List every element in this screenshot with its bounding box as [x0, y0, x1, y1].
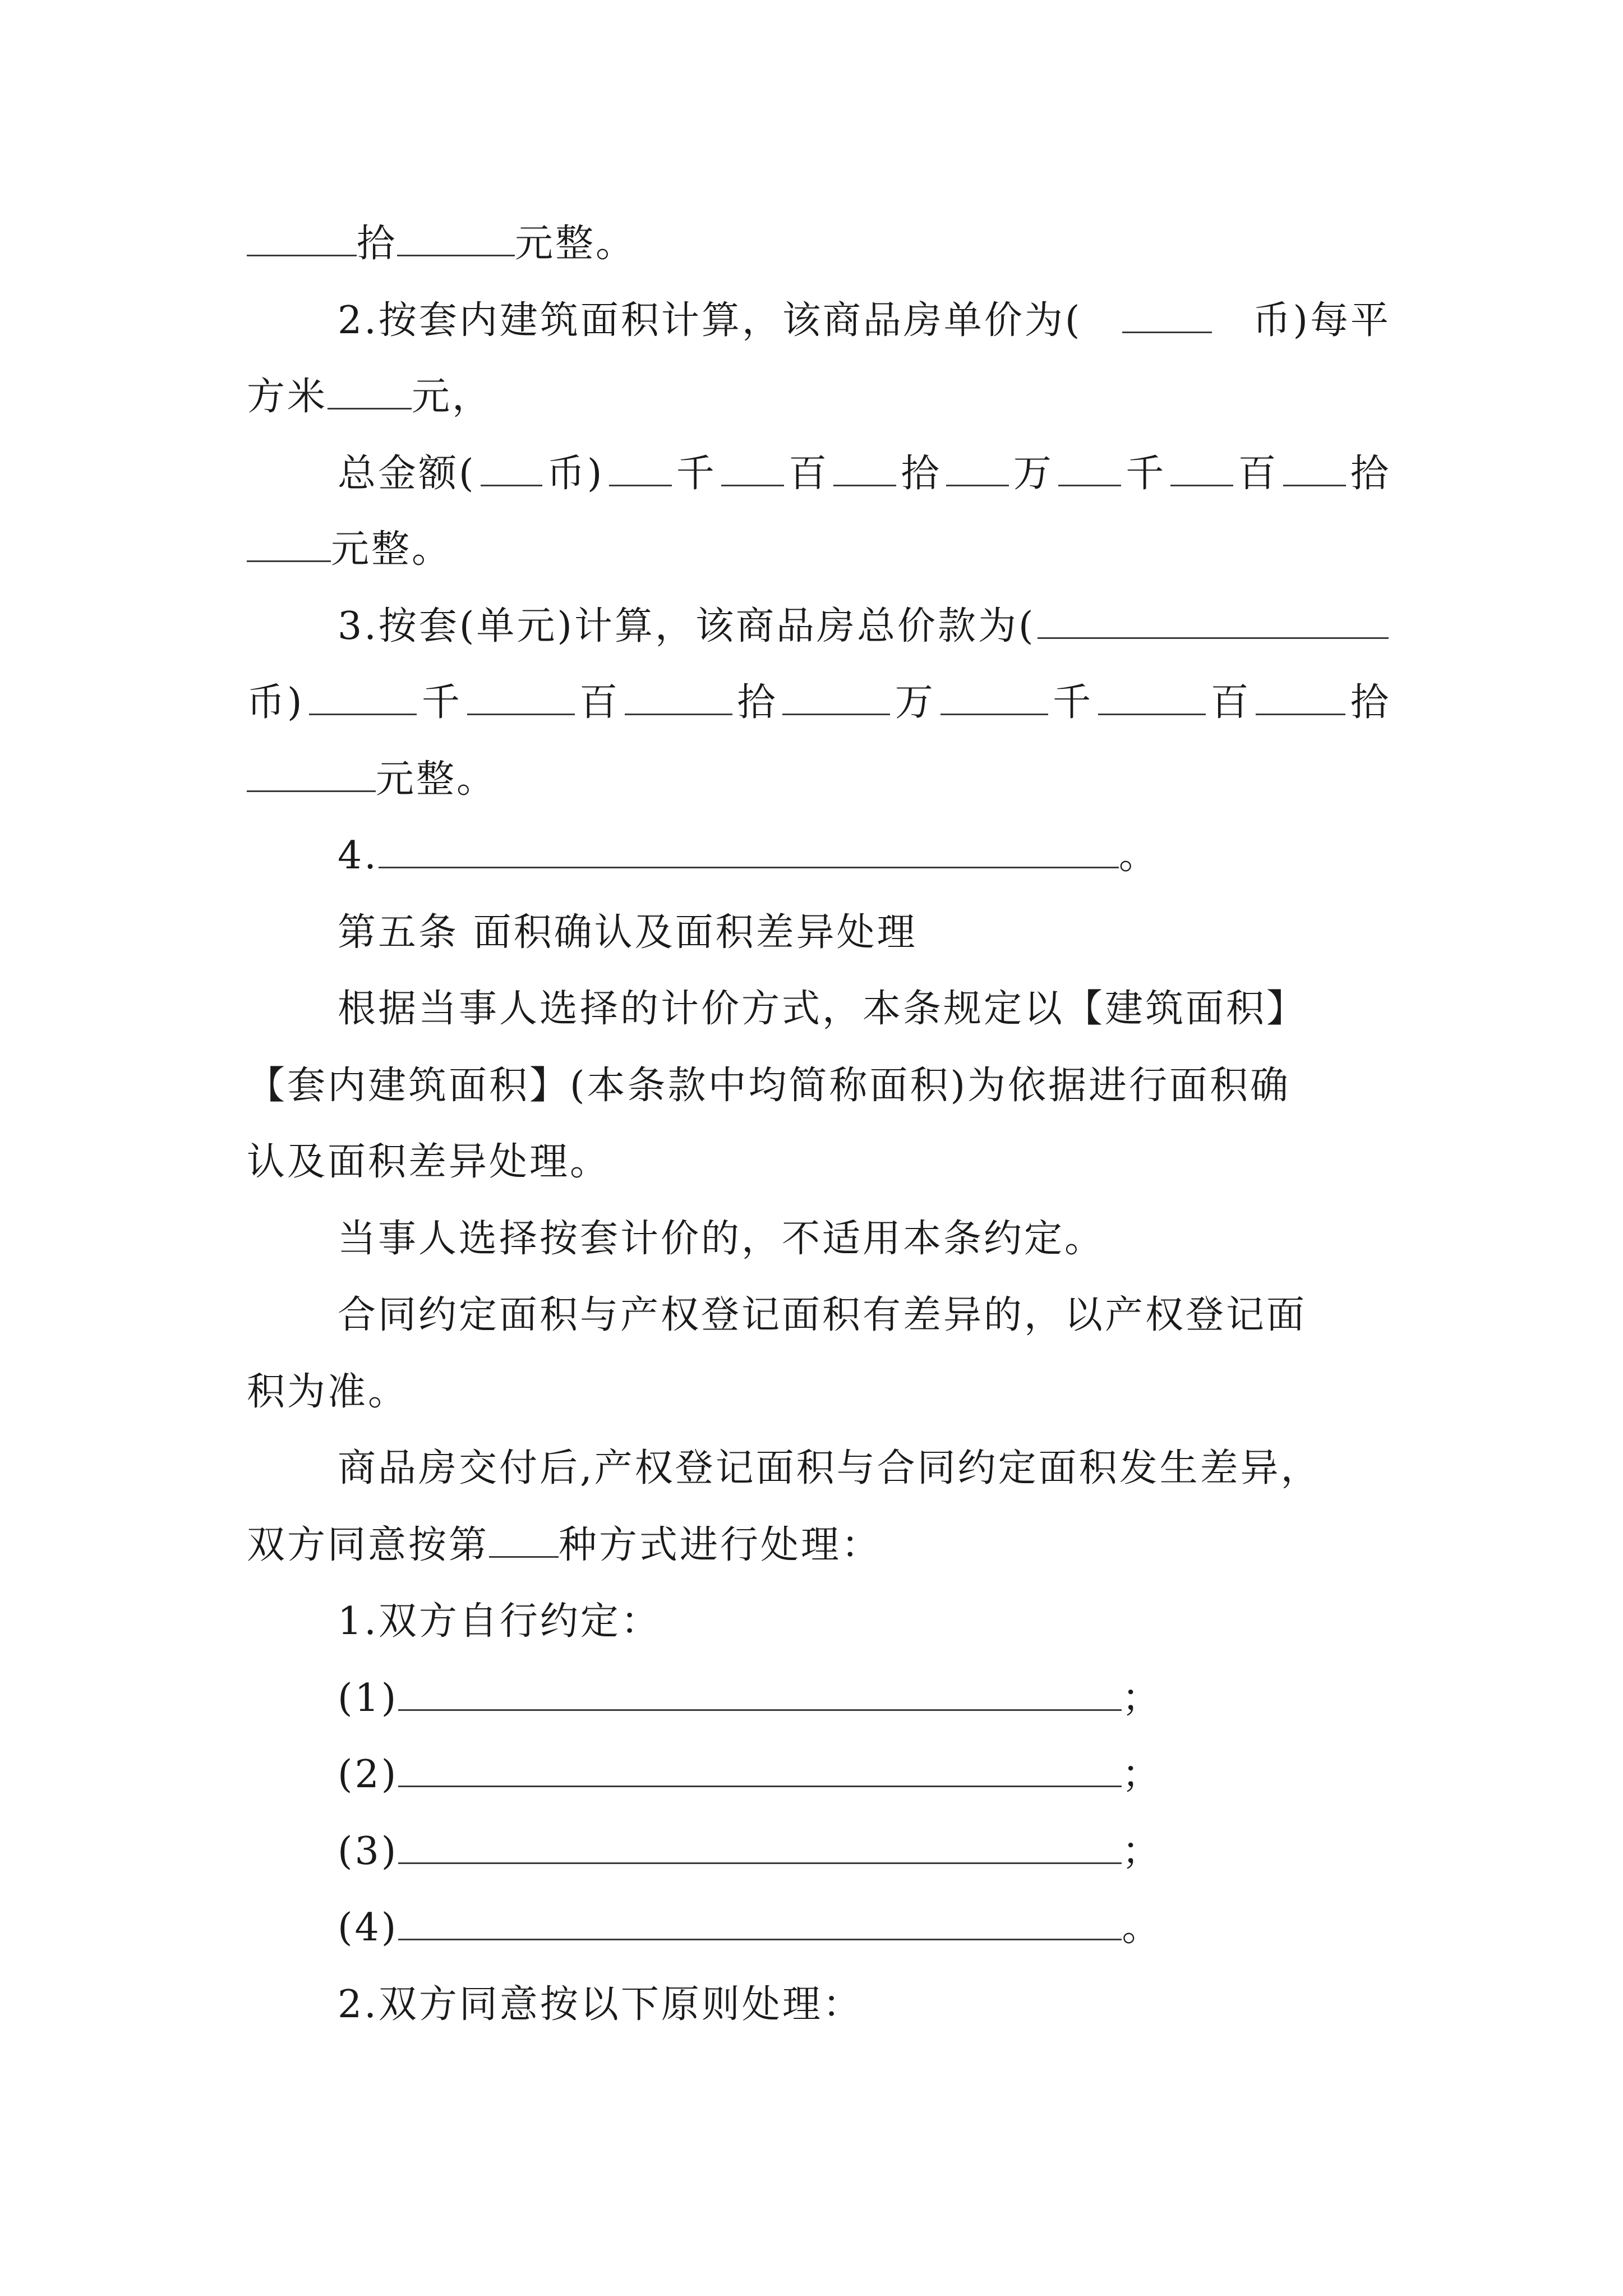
- amount-blank[interactable]: [247, 527, 331, 562]
- unit-label: 元整。: [331, 527, 453, 572]
- article-5-p4-line2: [247, 1517, 1391, 1573]
- blank-field[interactable]: [247, 221, 357, 256]
- clause-4-line: [338, 828, 1391, 884]
- list-item-end: ；: [1122, 1676, 1163, 1720]
- blank-field[interactable]: [397, 221, 515, 256]
- list-item-end: ；: [1122, 1829, 1163, 1874]
- list-item-blank[interactable]: [398, 1752, 1122, 1787]
- unit-text: 方米: [247, 375, 328, 419]
- clause-2-line-b: [247, 369, 1391, 425]
- clause-2-text: 2.按套内建筑面积计算，该商品房单价为(: [338, 298, 1082, 343]
- unit-label: 百: [579, 680, 620, 725]
- unit-label: 千: [1053, 680, 1094, 725]
- clause-4-blank[interactable]: [379, 833, 1119, 868]
- unit-label: 万: [895, 680, 935, 725]
- list-item-blank[interactable]: [398, 1905, 1122, 1940]
- clause-4-number: 4.: [338, 834, 379, 878]
- clause-3-end-line: [247, 752, 1391, 808]
- unit-label: 万: [1013, 452, 1054, 496]
- currency-label: 币): [247, 680, 305, 725]
- article-5-p1: 认及面积差异处理。: [247, 1140, 611, 1184]
- amount-blank[interactable]: [247, 757, 376, 792]
- clause-2-line-a: [338, 293, 1391, 349]
- list-item-end: 。: [1122, 1906, 1163, 1950]
- list-item: [338, 1900, 1391, 1956]
- clause-2-total-line: [338, 446, 1391, 502]
- article-5-heading: 第五条 面积确认及面积差异处理: [338, 910, 917, 955]
- list-item: [338, 1671, 1391, 1727]
- list-item-end: ；: [1122, 1752, 1163, 1797]
- article-5-p3: 积为准。: [247, 1370, 409, 1414]
- clause-3-line-a: [338, 599, 1391, 655]
- article-5-p1: 根据当事人选择的计价方式，本条规定以【建筑面积】: [338, 987, 1307, 1031]
- unit-label: 千: [421, 680, 462, 725]
- list-item-label: (1): [338, 1676, 399, 1720]
- unit-text: 元，: [412, 375, 493, 419]
- amount-blank[interactable]: [940, 680, 1048, 715]
- clause-3-text: 3.按套(单元)计算，该商品房总价款为(: [338, 604, 1036, 648]
- currency-blank[interactable]: [1122, 298, 1212, 333]
- amount-blank[interactable]: [1256, 680, 1345, 715]
- amount-blank[interactable]: [946, 451, 1009, 486]
- list-item-label: (2): [338, 1752, 399, 1797]
- list-item-blank[interactable]: [398, 1829, 1122, 1864]
- amount-blank[interactable]: [833, 451, 896, 486]
- unit-label: 拾: [357, 222, 398, 266]
- clause-2-currency-text: 币)每平: [1252, 298, 1391, 343]
- amount-blank[interactable]: [609, 451, 672, 486]
- clause-3-units-line: [247, 675, 1391, 731]
- amount-blank[interactable]: [467, 680, 575, 715]
- list-item: [338, 1747, 1391, 1803]
- article-5-p4: 商品房交付后,产权登记面积与合同约定面积发生差异，: [338, 1446, 1321, 1490]
- article-5-p2: 当事人选择按套计价的，不适用本条约定。: [338, 1217, 1105, 1261]
- unit-label: 千: [1126, 452, 1166, 496]
- total-label: 总金额(: [338, 452, 476, 496]
- amount-blank[interactable]: [721, 451, 784, 486]
- unit-label: 百: [1210, 680, 1251, 725]
- list-item: [338, 1824, 1391, 1880]
- option-2-heading: 2.双方同意按以下原则处理：: [338, 1982, 863, 2027]
- currency-label: 币): [546, 452, 605, 496]
- list-item-label: (4): [338, 1906, 399, 1950]
- amount-blank[interactable]: [309, 680, 417, 715]
- unit-label: 拾: [901, 452, 942, 496]
- unit-label: 拾: [1350, 452, 1391, 496]
- clause-4-end: 。: [1118, 834, 1159, 878]
- article-5-p1: 【套内建筑面积】(本条款中均简称面积)为依据进行面积确: [247, 1064, 1291, 1108]
- unit-label: 千: [676, 452, 717, 496]
- amount-blank[interactable]: [1058, 451, 1121, 486]
- unit-label: 百: [789, 452, 829, 496]
- clause-2-end-line: [247, 522, 1391, 578]
- amount-blank[interactable]: [625, 680, 732, 715]
- list-item-label: (3): [338, 1829, 399, 1874]
- unit-label: 拾: [737, 680, 778, 725]
- amount-blank[interactable]: [1283, 451, 1346, 486]
- amount-blank[interactable]: [1170, 451, 1233, 486]
- option-1-heading: 1.双方自行约定：: [338, 1599, 661, 1644]
- article-5-p4-text: 种方式进行处理：: [559, 1523, 882, 1567]
- amount-blank[interactable]: [782, 680, 890, 715]
- article-5-p4-text: 双方同意按第: [247, 1523, 490, 1567]
- price-blank[interactable]: [328, 374, 412, 409]
- unit-label: 元整。: [376, 757, 497, 802]
- list-item-blank[interactable]: [398, 1676, 1122, 1711]
- unit-label: 拾: [1350, 680, 1391, 725]
- currency-blank[interactable]: [481, 451, 542, 486]
- method-blank[interactable]: [489, 1522, 559, 1558]
- unit-label: 百: [1238, 452, 1279, 496]
- amount-blank[interactable]: [1098, 680, 1206, 715]
- article-5-p3: 合同约定面积与产权登记面积有差异的，以产权登记面: [338, 1293, 1307, 1337]
- line-amount-end: [247, 216, 1391, 272]
- unit-label: 元整。: [515, 222, 637, 266]
- currency-blank[interactable]: [1038, 604, 1389, 639]
